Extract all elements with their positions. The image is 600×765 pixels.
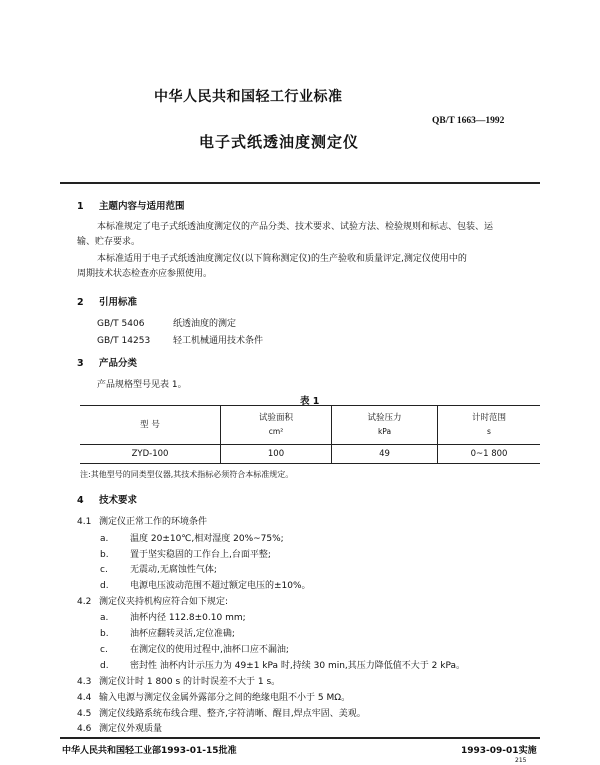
approval-date: 中华人民共和国轻工业部1993-01-15批准 (62, 746, 237, 756)
reference-1-code: GB/T 5406 (97, 319, 145, 329)
clause-4-2: 4.2 测定仪夹持机构应符合如下规定: (77, 597, 229, 607)
clause-4-5: 4.5 测定仪线路系统布线合理、整齐,字符清晰、醒目,焊点牢固、美观。 (77, 709, 366, 719)
reference-1-title: 纸透油度的测定 (173, 319, 237, 329)
section-1-heading: 1 主题内容与适用范围 (77, 201, 185, 212)
col-header-time-range: 计时范围 s (438, 406, 541, 445)
col-header-pressure: 试验压力 kPa (332, 406, 438, 445)
reference-1 (97, 316, 236, 329)
section-1-para-1-line-1: 本标准规定了电子式纸透油度测定仪的产品分类、技术要求、试验方法、检验规则和标志、包装、运 (97, 222, 494, 232)
reference-2-title: 轻工机械通用技术条件 (173, 336, 264, 346)
clause-4-3: 4.3 测定仪计时 1 800 s 的计时误差不大于 1 s。 (77, 677, 281, 687)
col-header-area: 试验面积 cm² (221, 406, 332, 445)
section-3-heading: 3 产品分类 (77, 358, 138, 369)
footer-rule (60, 737, 540, 739)
reference-2 (97, 333, 263, 346)
section-1-para-2-line-1: 本标准适用于电子式纸透油度测定仪(以下简称测定仪)的生产验收和质量评定,测定仪使用中的 (97, 254, 467, 264)
implementation-date: 1993-09-01实施 (461, 746, 537, 756)
clause-4-6: 4.6 测定仪外观质量 (77, 724, 163, 734)
cell-area: 100 (221, 445, 332, 464)
table-1-caption: 表 1 (300, 396, 320, 407)
issuing-authority: 中华人民共和国轻工行业标准 (154, 89, 343, 105)
list-item: d. 电源电压波动范围不超过额定电压的±10%。 (100, 581, 311, 591)
reference-2-code: GB/T 14253 (97, 336, 151, 346)
list-item: c. 在测定仪的使用过程中,油杯口应不漏油; (100, 645, 289, 655)
list-item: a. 油杯内径 112.8±0.10 mm; (100, 613, 246, 623)
table-header-row (80, 406, 540, 445)
header-rule (60, 182, 540, 184)
section-1-para-1-line-2: 输、贮存要求。 (77, 237, 141, 247)
cell-model: ZYD-100 (131, 449, 169, 459)
document-title: 电子式纸透油度测定仪 (199, 133, 360, 151)
clause-4-1: 4.1 测定仪正常工作的环境条件 (77, 517, 208, 527)
section-2-heading: 2 引用标准 (77, 297, 138, 308)
list-item: c. 无震动,无腐蚀性气体; (100, 565, 217, 575)
page-number: 215 (515, 757, 527, 764)
list-item: b. 油杯应翻转灵活,定位准确; (100, 629, 235, 639)
section-4-heading: 4 技术要求 (77, 495, 138, 506)
col-header-model: 型 号 (80, 406, 221, 445)
cell-time-range: 0~1 800 (438, 445, 541, 464)
list-item: a. 温度 20±10℃,相对湿度 20%~75%; (100, 534, 284, 544)
list-item: b. 置于坚实稳固的工作台上,台面平整; (100, 550, 271, 560)
section-3-intro: 产品规格型号见表 1。 (97, 380, 187, 390)
cell-pressure: 49 (332, 445, 438, 464)
table-1 (80, 405, 540, 464)
section-1-para-2-line-2: 周期技术状态检查亦应参照使用。 (77, 269, 213, 279)
clause-4-4: 4.4 输入电源与测定仪金属外露部分之间的绝缘电阻不小于 5 MΩ。 (77, 693, 351, 703)
list-item: d. 密封性 油杯内计示压力为 49±1 kPa 时,持续 30 min,其压力降低值不大于 2 kPa。 (100, 661, 465, 671)
standard-code: QB/T 1663—1992 (432, 116, 505, 126)
table-1-note: 注:其他型号的同类型仪器,其技术指标必须符合本标准规定。 (80, 470, 294, 479)
table-row (80, 445, 540, 464)
